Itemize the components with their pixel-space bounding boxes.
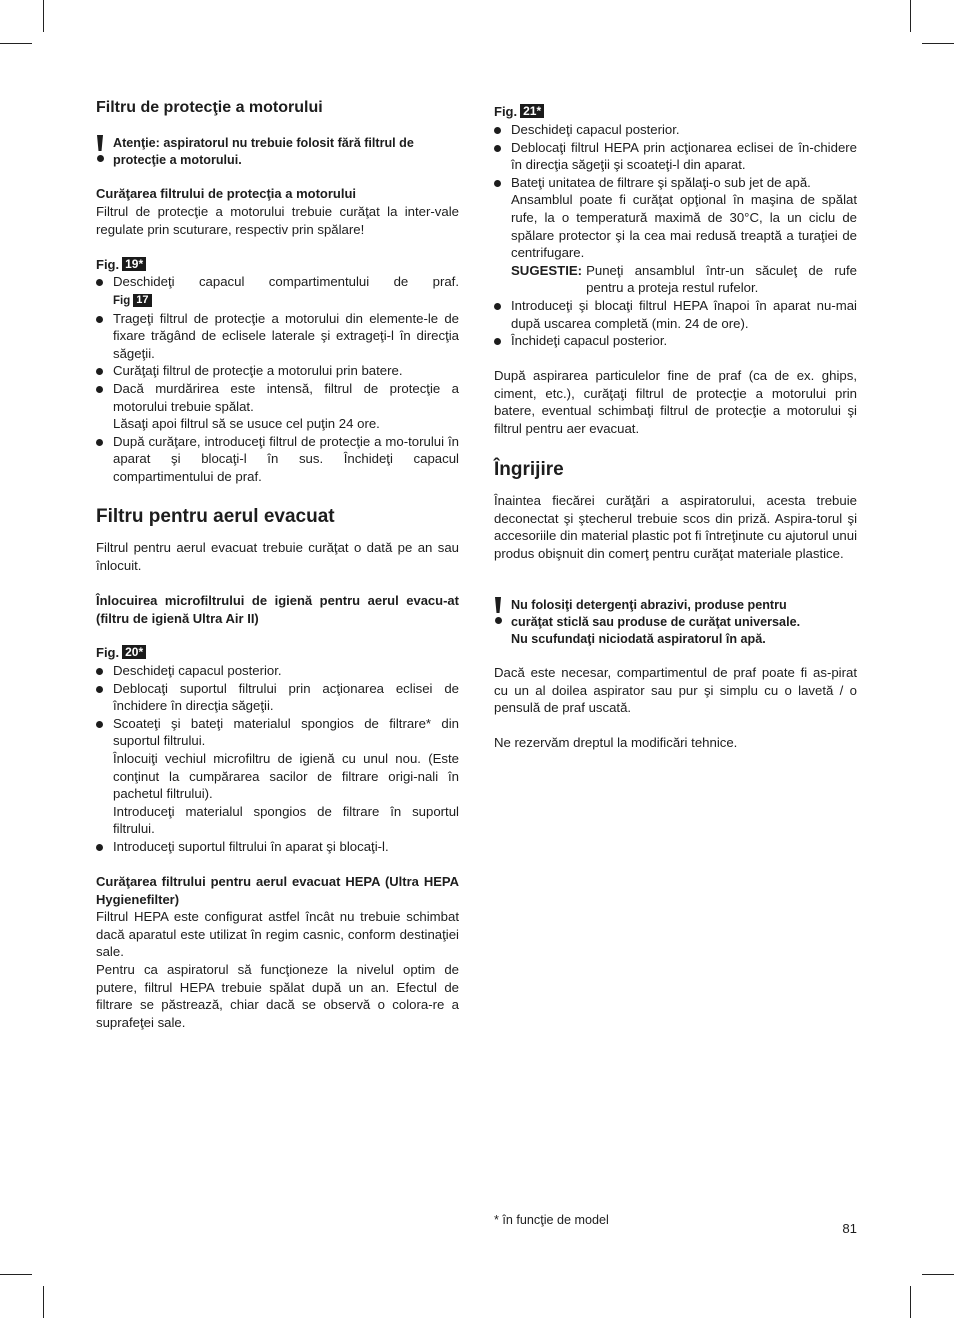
subheading-microfilter-replacement: Înlocuirea microfiltrului de igienă pentru aerul evacu-at (filtru de igienă Ultra Air II) bbox=[96, 593, 459, 626]
list-item: Trageţi filtrul de protecţie a motorului din elemente-le de fixare trăgând de eclisele laterale şi extrageţi-l în direcţia săgeţii. bbox=[96, 310, 459, 363]
crop-mark-bottom-right-v bbox=[910, 1286, 911, 1318]
list-item: Dacă murdărirea este intensă, filtrul de protecţie a motorului trebuie spălat. Lăsaţi apoi filtrul să se usuce cel puţin 24 ore. bbox=[96, 380, 459, 433]
paragraph-motor-filter-cleaning: Filtrul de protecţie a motorului trebuie curăţat la inter-vale regulate prin scuturare, respectiv prin spălare! bbox=[96, 204, 459, 237]
warning-care bbox=[494, 597, 857, 648]
paragraph-hepa-2: Pentru ca aspiratorul să funcţioneze la nivelul optim de putere, filtrul HEPA trebuie spălat după un an. Efectul de filtrare se păstrează, chiar dacă se observă o colora-re a suprafeţei sale. bbox=[96, 962, 459, 1030]
list-item: După curăţare, introduceţi filtrul de protecţie a mo-torului în aparat şi blocaţi-l în sus. Închideţi capacul compartimentului de praf. bbox=[96, 433, 459, 486]
list-item-figure-ref: Fig 17 bbox=[96, 291, 459, 310]
figure-reference-19: Fig. 19* bbox=[96, 256, 459, 274]
crop-mark-top-right-v bbox=[910, 0, 911, 32]
tip-label: SUGESTIE: bbox=[511, 262, 583, 278]
paragraph-fine-dust: După aspirarea particulelor fine de praf (ca de ex. ghips, ciment, etc.), curăţaţi filtrul de protecţie a motorului prin batere, eventual schimbaţi filtrul de protecţie a motorului şi filtrul pentru aer evacuat. bbox=[494, 368, 857, 436]
list-item: Deschideţi capacul posterior. bbox=[494, 121, 857, 139]
figure-number-badge: 20* bbox=[122, 645, 146, 659]
footnote: * în funcţie de model bbox=[494, 1213, 609, 1227]
list-item: Introduceţi şi blocaţi filtrul HEPA înapoi în aparat nu-mai după uscarea completă (min. 24 de ore). bbox=[494, 297, 857, 332]
bullet-list-hepa bbox=[494, 121, 857, 350]
warning-line: Nu scufundaţi niciodată aspiratorul în apă. bbox=[511, 632, 766, 646]
crop-mark-bottom-left-v bbox=[43, 1286, 44, 1318]
section-title-exhaust-filter: Filtru pentru aerul evacuat bbox=[96, 506, 335, 527]
paragraph-rights-reserved: Ne rezervăm dreptul la modificări tehnice. bbox=[494, 735, 738, 750]
figure-reference-21: Fig. 21* bbox=[494, 103, 857, 121]
bullet-list-microfilter bbox=[96, 662, 459, 856]
list-item: Bateţi unitatea de filtrare şi spălaţi-o sub jet de apă. Ansamblul poate fi curăţat opţional în maşina de spălat rufe, la o temperatură maximă de 30°C, la un ciclu de spălare protector şi la cea mai redusă treaptă a turaţiei de centrifugare. SUGESTIE: Puneţi ansamblul într-un săculeţ de rufe pentru a proteja restul rufelor. bbox=[494, 174, 857, 297]
crop-mark-top-left-h bbox=[0, 43, 32, 44]
figure-number-badge: 17 bbox=[133, 294, 151, 307]
section-title-motor-filter: Filtru de protecţie a motorului bbox=[96, 99, 323, 116]
figure-number-badge: 21* bbox=[520, 104, 544, 118]
crop-mark-bottom-left-h bbox=[0, 1274, 32, 1275]
warning-line: Atenţie: aspiratorul nu trebuie folosit fără filtrul de bbox=[113, 136, 414, 150]
paragraph-care: Înaintea fiecărei curăţări a aspiratorului, acesta trebuie deconectat şi ştecherul trebuie scos din priză. Aspira-torul şi accesoriile din material plastic pot fi întreţinute cu ajutorul unui produs obişnuit din comerţ pentru curăţat materiale plastice. bbox=[494, 493, 857, 561]
bullet-list-motor-filter bbox=[96, 273, 459, 486]
crop-mark-top-left-v bbox=[43, 0, 44, 32]
page-number: 81 bbox=[842, 1221, 857, 1236]
list-item: Deschideţi capacul compartimentului de praf. bbox=[96, 273, 459, 291]
crop-mark-bottom-right-h bbox=[922, 1274, 954, 1275]
warning-line: protecţie a motorului. bbox=[113, 153, 242, 167]
warning-line: Nu folosiţi detergenţi abrazivi, produse pentru bbox=[511, 598, 787, 612]
crop-mark-top-right-h bbox=[922, 43, 954, 44]
tip-text: Puneţi ansamblul într-un săculeţ de rufe pentru a proteja restul rufelor. bbox=[586, 262, 857, 296]
section-title-care: Îngrijire bbox=[494, 459, 564, 480]
subheading-motor-filter-cleaning: Curăţarea filtrului de protecţia a motorului bbox=[96, 186, 357, 201]
list-item: Deblocaţi filtrul HEPA prin acţionarea eclisei de în-chidere în direcţia săgeţii şi scoateţi-l din aparat. bbox=[494, 139, 857, 174]
warning-motor-filter bbox=[96, 135, 459, 169]
list-item: Deblocaţi suportul filtrului prin acţionarea eclisei de închidere în direcţia săgeţii. bbox=[96, 680, 459, 715]
paragraph-dust-compartment: Dacă este necesar, compartimentul de praf poate fi as-pirat cu un al doilea aspirator sau pur şi simplu cu o lavetă / o pensulă de praf uscată. bbox=[494, 665, 857, 716]
subheading-hepa-cleaning: Curăţarea filtrului pentru aerul evacuat HEPA (Ultra HEPA Hygienefilter) bbox=[96, 874, 459, 907]
warning-line: curăţat sticlă sau produse de curăţat universale. bbox=[511, 615, 801, 629]
paragraph-exhaust-filter: Filtrul pentru aerul evacuat trebuie curăţat o dată pe an sau înlocuit. bbox=[96, 540, 459, 573]
list-item: Introduceţi suportul filtrului în aparat şi blocaţi-l. bbox=[96, 838, 459, 856]
figure-number-badge: 19* bbox=[122, 257, 146, 271]
list-item: Închideţi capacul posterior. bbox=[494, 332, 857, 350]
list-item: Deschideţi capacul posterior. bbox=[96, 662, 459, 680]
tip-note bbox=[511, 262, 857, 297]
list-item: Scoateţi şi bateţi materialul spongios de filtrare* din suportul filtrului. Înlocuiţi vechiul microfiltru de igienă cu unul nou. (Este conţinut la cumpărarea sacilor de filtrare origi-nali în pachetul filtrului). Introduceţi materialul spongios de filtrare în suportul filtrului. bbox=[96, 715, 459, 838]
figure-reference-20: Fig. 20* bbox=[96, 644, 459, 662]
paragraph-hepa-1: Filtrul HEPA este configurat astfel încât nu trebuie schimbat dacă aparatul este utilizat în regim casnic, conform destinaţiei sale. bbox=[96, 909, 459, 960]
list-item: Curăţaţi filtrul de protecţie a motorului prin batere. bbox=[96, 362, 459, 380]
